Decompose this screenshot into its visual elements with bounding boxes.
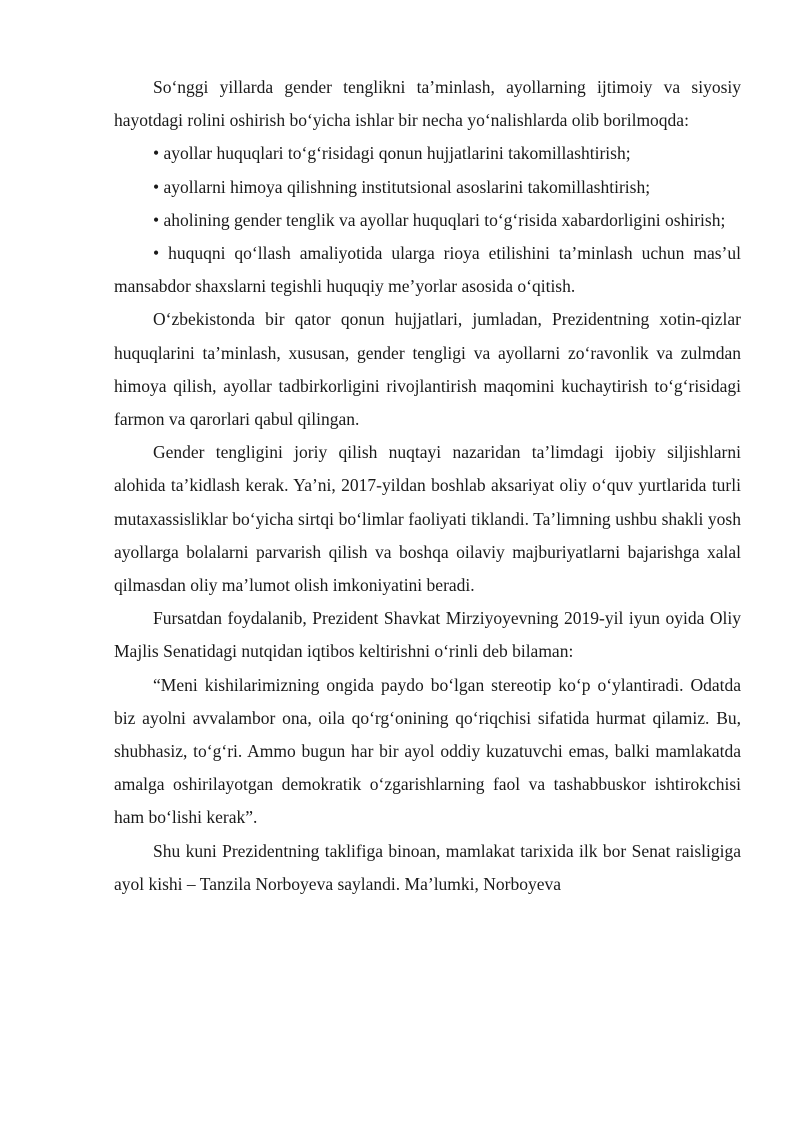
document-body [114,71,741,901]
paragraph-quote-intro: Fursatdan foydalanib, Prezident Shavkat Mirziyoyevning 2019-yil iyun oyida Oliy Majlis Senatidagi nutqidan iqtibos keltirishni o‘rinli deb bilaman: [114,608,741,662]
paragraph-education: Gender tengligini joriy qilish nuqtayi nazaridan ta’limdagi ijobiy siljishlarni alohida ta’kidlash kerak. Ya’ni, 2017-yildan boshlab aksariyat oliy o‘quv yurtlarida turli mutaxassisliklar bo‘yicha sirtqi bo‘limlar faoliyati tiklandi. Ta’limning ushbu shakli yosh ayollarga bolalarni parvarish qilish va boshqa oilaviy majburiyatlarni bajarishga xalal qilmasdan oliy ma’lumot olish imkoniyatini beradi. [114,442,741,596]
paragraph-laws: O‘zbekistonda bir qator qonun hujjatlari, jumladan, Prezidentning xotin-qizlar huquqlarini ta’minlash, xususan, gender tengligi va ayollarni zo‘ravonlik va zulmdan himoya qilish, ayollar tadbirkorligini rivojlantirish maqomini kuchaytirish to‘g‘risidagi farmon va qarorlari qabul qilingan. [114,309,741,430]
paragraph-intro: So‘nggi yillarda gender tenglikni ta’minlash, ayollarning ijtimoiy va siyosiy hayotdagi rolini oshirish bo‘yicha ishlar bir necha yo‘nalishlarda olib borilmoqda: [114,77,741,131]
bullet-item: • aholining gender tenglik va ayollar huquqlari to‘g‘risida xabardorligini oshirish; [153,209,726,230]
bullet-item: • huquqni qo‘llash amaliyotida ularga rioya etilishini ta’minlash uchun mas’ul mansabdor shaxslarni tegishli huquqiy me’yorlar asosida o‘qitish. [114,243,741,297]
bullet-item: • ayollarni himoya qilishning institutsional asoslarini takomillashtirish; [153,176,651,197]
bullet-item: • ayollar huquqlari to‘g‘risidagi qonun hujjatlarini takomillashtirish; [153,143,631,164]
paragraph-senate: Shu kuni Prezidentning taklifiga binoan, mamlakat tarixida ilk bor Senat raisligiga ayol kishi – Tanzila Norboyeva saylandi. Ma’lumki, Norboyeva [114,840,741,894]
paragraph-quote: “Meni kishilarimizning ongida paydo bo‘lgan stereotip ko‘p o‘ylantiradi. Odatda biz ayolni avvalambor ona, oila qo‘rg‘onining qo‘riqchisi sifatida hurmat qilamiz. Bu, shubhasiz, to‘g‘ri. Ammo bugun har bir ayol oddiy kuzatuvchi emas, balki mamlakatda amalga oshirilayotgan demokratik o‘zgarishlarning faol va tashabbuskor ishtirokchisi ham bo‘lishi kerak”. [114,674,741,828]
